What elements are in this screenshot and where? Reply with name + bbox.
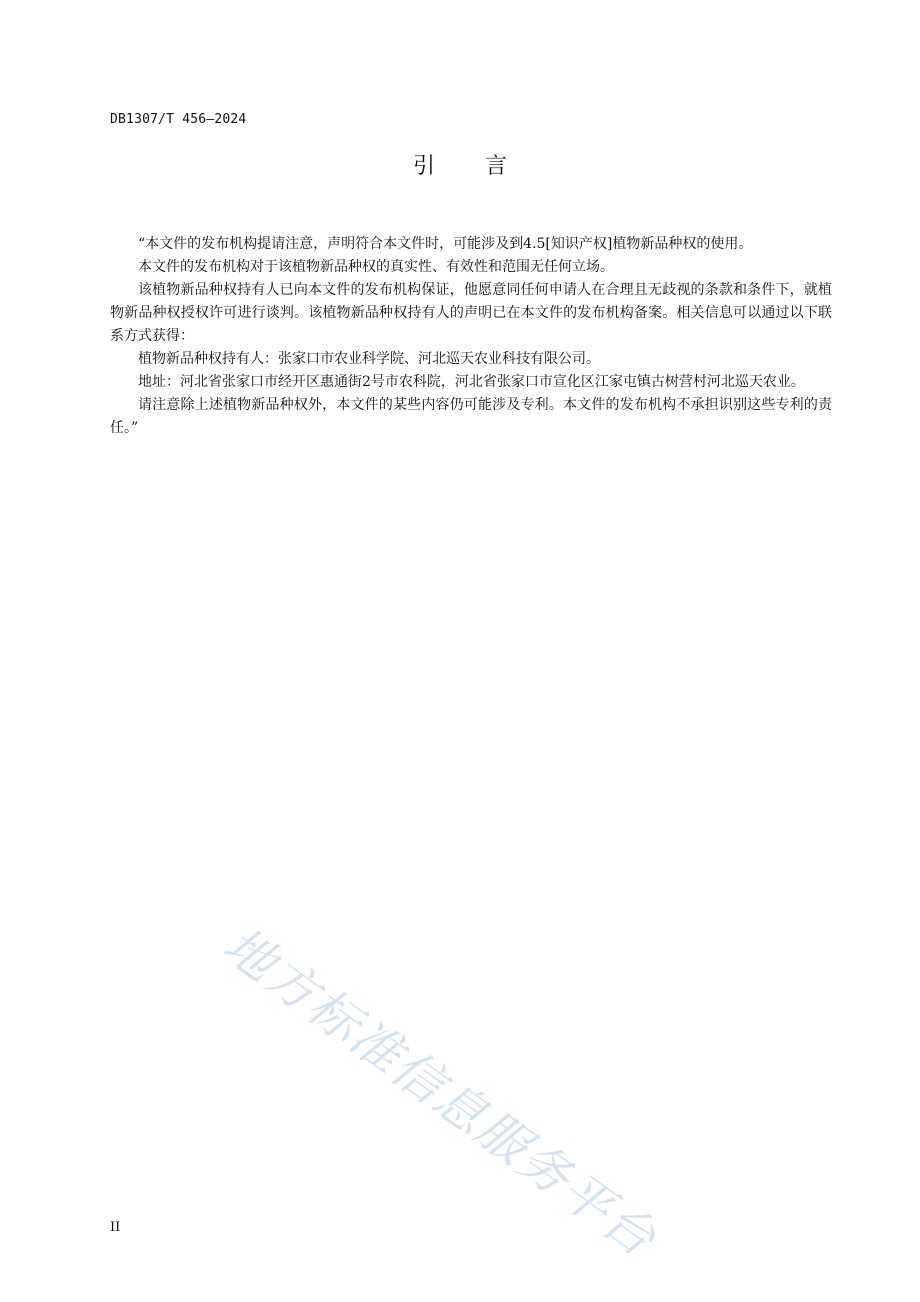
document-code: DB1307/T 456—2024 [110, 112, 247, 127]
paragraph-notice: “本文件的发布机构提请注意，声明符合本文件时，可能涉及到4.5[知识产权]植物新品种权的使用。 [138, 236, 753, 252]
paragraph-patent-note: 请注意除上述植物新品种权外，本文件的某些内容仍可能涉及专利。本文件的发布机构不承担识别这些专利的责任。” [110, 397, 832, 436]
page-number: II [110, 1220, 121, 1235]
page-title: 引言 [412, 154, 557, 179]
document-body [110, 233, 832, 440]
paragraph-holder: 植物新品种权持有人：张家口市农业科学院、河北巡天农业科技有限公司。 [138, 351, 600, 367]
paragraph-position: 本文件的发布机构对于该植物新品种权的真实性、有效性和范围无任何立场。 [138, 259, 614, 275]
paragraph-guarantee: 该植物新品种权持有人已向本文件的发布机构保证，他愿意同任何申请人在合理且无歧视的条款和条件下，就植物新品种权授权许可进行谈判。该植物新品种权持有人的声明已在本文件的发布机构备案。相关信息可以通过以下联系方式获得： [110, 282, 832, 344]
watermark: 地方标准信息服务平台 [212, 915, 668, 1269]
paragraph-address: 地址：河北省张家口市经开区惠通街2号市农科院，河北省张家口市宣化区江家屯镇古树营村河北巡天农业。 [138, 374, 805, 390]
